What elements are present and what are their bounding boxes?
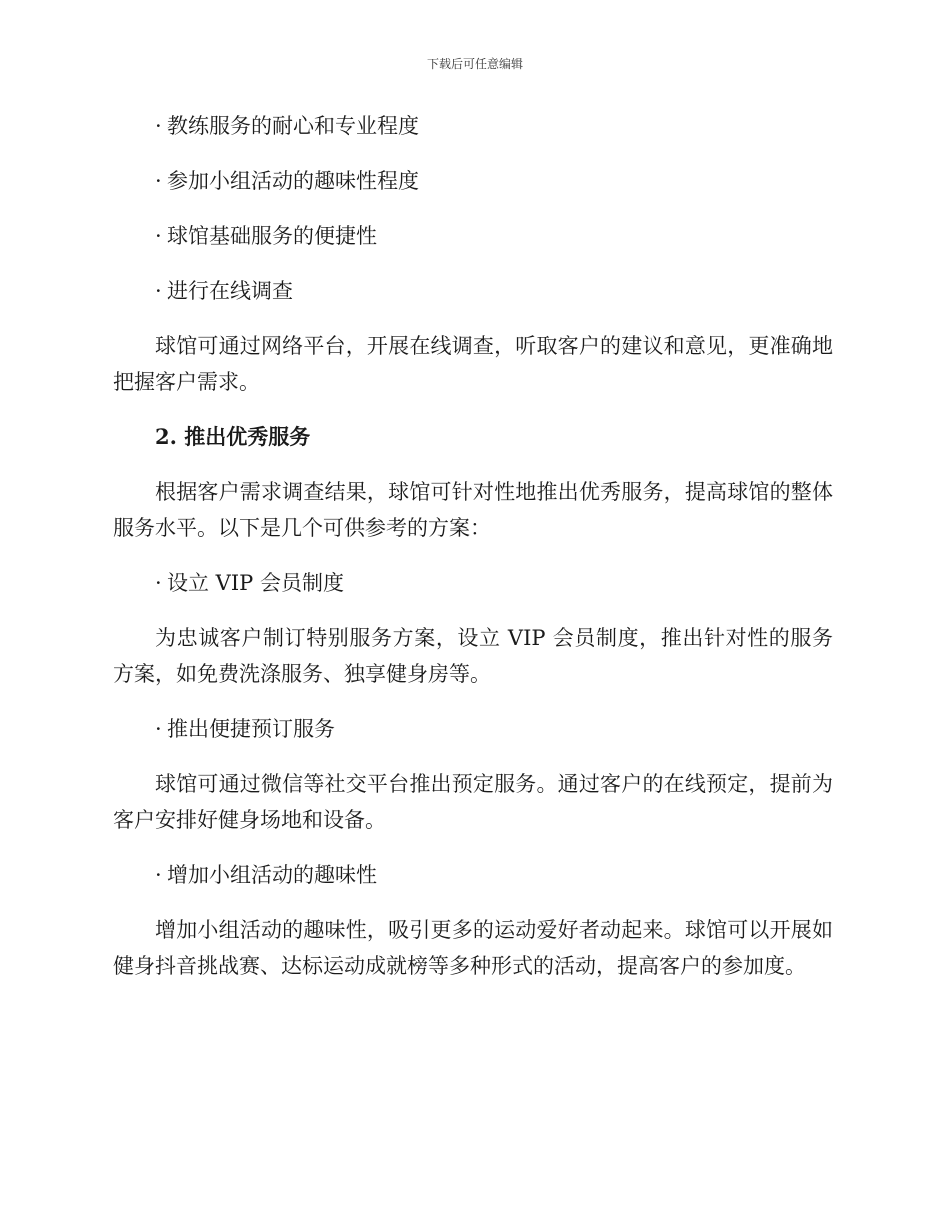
bullet-icon: · (155, 571, 162, 595)
list-item-text: 增加小组活动的趣味性 (167, 863, 377, 887)
list-item-text: 推出便捷预订服务 (167, 717, 335, 741)
paragraph-online-survey: 球馆可通过网络平台，开展在线调查，听取客户的建议和意见，更准确地把握客户需求。 (113, 334, 833, 394)
paragraph-booking: 球馆可通过微信等社交平台推出预定服务。通过客户的在线预定，提前为客户安排好健身场地和设备。 (113, 772, 833, 832)
bullet-icon: · (155, 114, 162, 138)
paragraph-intro: 根据客户需求调查结果，球馆可针对性地推出优秀服务，提高球馆的整体服务水平。以下是几个可供参考的方案： (113, 480, 833, 540)
list-item-text: 教练服务的耐心和专业程度 (167, 114, 419, 138)
document-body (113, 108, 833, 984)
list-item (113, 218, 833, 254)
bullet-icon: · (155, 224, 162, 248)
list-item-booking (113, 711, 833, 747)
section-heading: 2. 推出优秀服务 (155, 424, 311, 449)
bullet-icon: · (155, 863, 162, 887)
bullet-icon: · (155, 169, 162, 193)
paragraph-vip: 为忠诚客户制订特别服务方案，设立 VIP 会员制度，推出针对性的服务方案，如免费洗涤服务、独享健身房等。 (113, 626, 833, 686)
list-item-vip (113, 565, 833, 601)
bullet-icon: · (155, 717, 162, 741)
list-item-text: 球馆基础服务的便捷性 (167, 224, 377, 248)
bullet-icon: · (155, 279, 162, 303)
list-item (113, 108, 833, 144)
list-item (113, 163, 833, 199)
paragraph-group: 增加小组活动的趣味性，吸引更多的运动爱好者动起来。球馆可以开展如健身抖音挑战赛、达标运动成就榜等多种形式的活动，提高客户的参加度。 (113, 918, 833, 978)
list-item-group (113, 857, 833, 893)
list-item-text: 进行在线调查 (167, 279, 293, 303)
list-item-text: 设立 VIP 会员制度 (167, 571, 344, 595)
list-item-text: 参加小组活动的趣味性程度 (167, 169, 419, 193)
list-item (113, 273, 833, 309)
page-header-note: 下载后可任意编辑 (426, 57, 523, 71)
